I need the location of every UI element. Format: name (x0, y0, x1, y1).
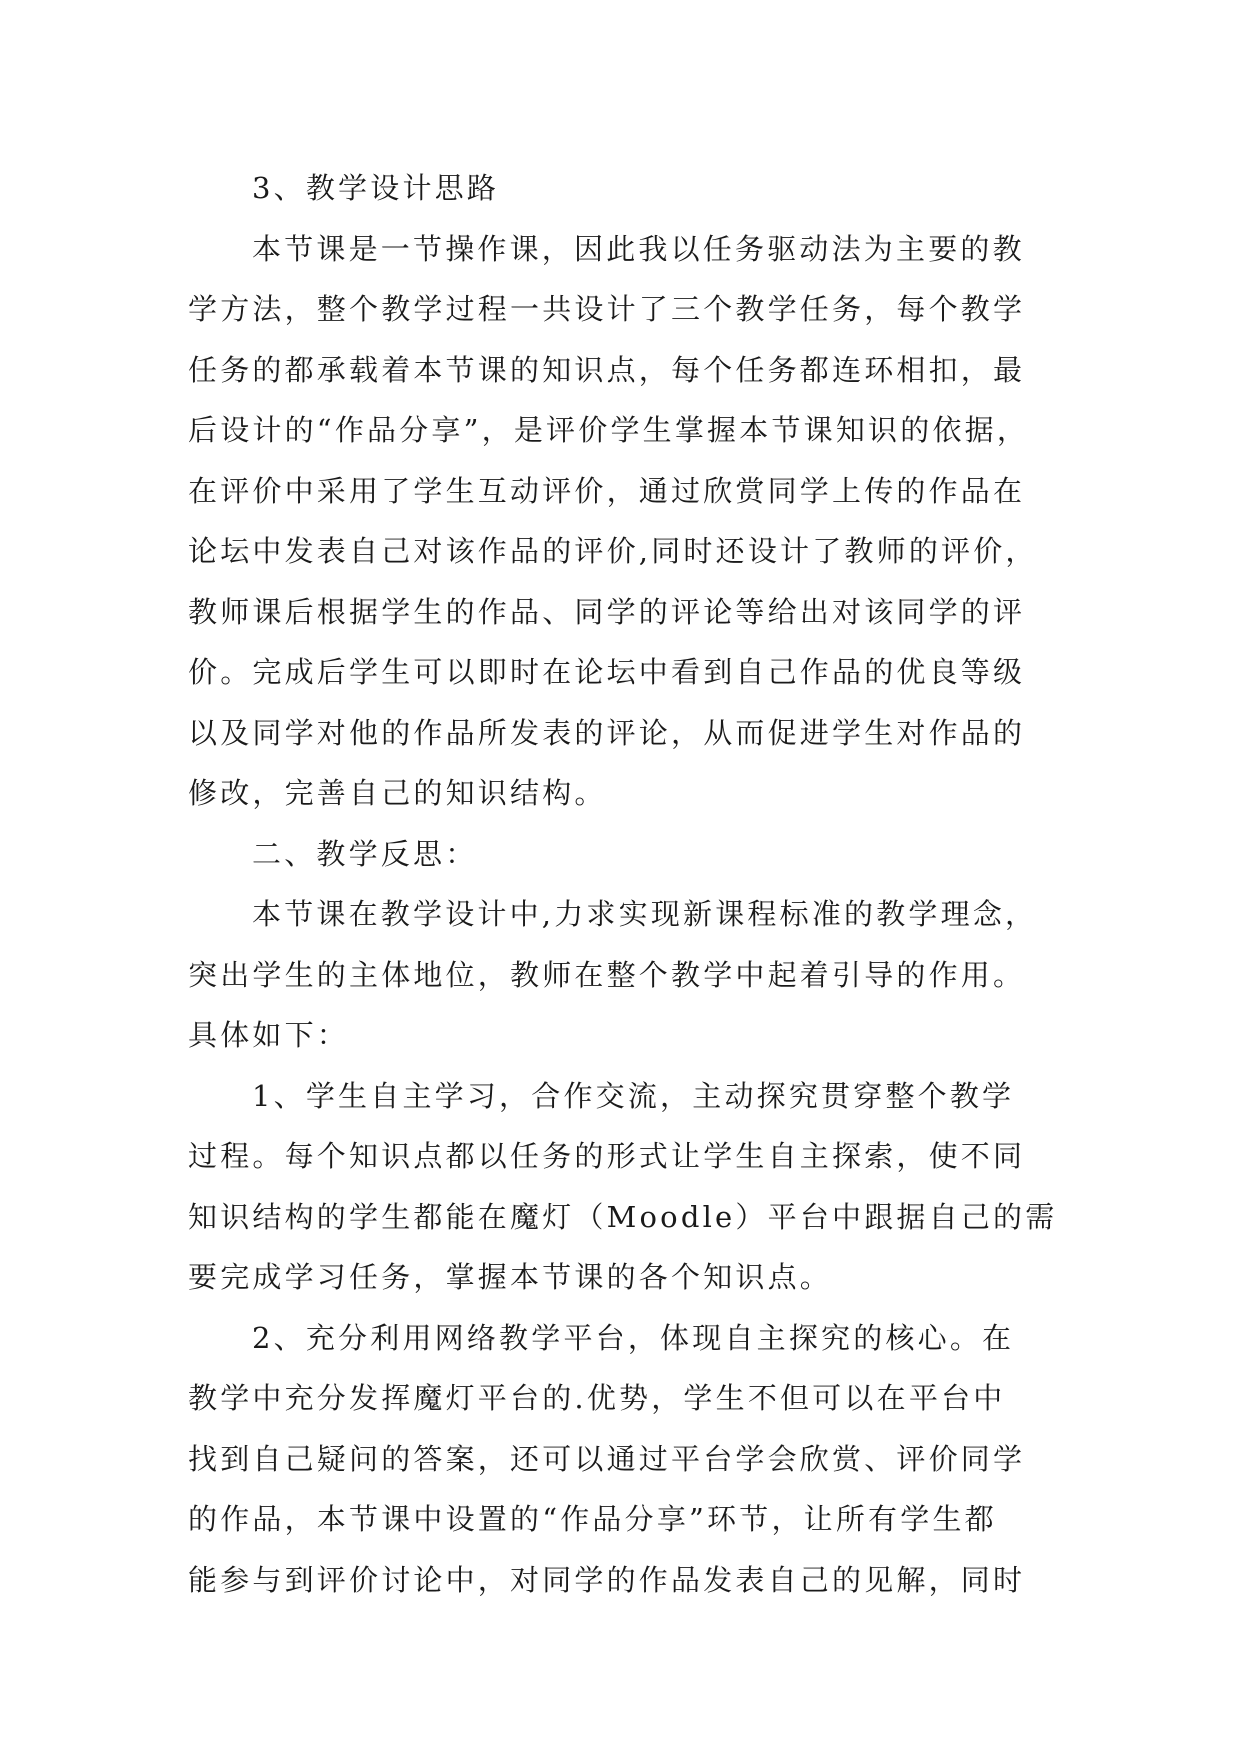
paragraph-line: 教师课后根据学生的作品、同学的评论等给出对该同学的评 (188, 594, 1026, 629)
paragraph-line: 教学中充分发挥魔灯平台的.优势，学生不但可以在平台中 (188, 1381, 1006, 1415)
paragraph-line: 找到自己疑问的答案，还可以通过平台学会欣赏、评价同学 (188, 1441, 1026, 1476)
paragraph-line: 任务的都承载着本节课的知识点，每个任务都连环相扣，最 (188, 352, 1026, 387)
paragraph-line: 突出学生的主体地位，教师在整个教学中起着引导的作用。 (188, 957, 1026, 992)
paragraph-line: 1、学生自主学习，合作交流，主动探究贯穿整个教学 (252, 1078, 1015, 1113)
document-body (188, 158, 1058, 1610)
heading-teaching-reflection: 二、教学反思： (252, 836, 478, 871)
paragraph-line: 学方法，整个教学过程一共设计了三个教学任务，每个教学 (188, 292, 1026, 326)
heading-design-approach: 3、教学设计思路 (252, 171, 500, 205)
paragraph-line: 知识结构的学生都能在魔灯（Moodle）平台中跟据自己的需 (188, 1199, 1058, 1234)
paragraph-line: 能参与到评价讨论中，对同学的作品发表自己的见解，同时 (188, 1562, 1026, 1597)
paragraph-line: 在评价中采用了学生互动评价，通过欣赏同学上传的作品在 (188, 473, 1026, 508)
paragraph-line: 的作品，本节课中设置的“作品分享”环节，让所有学生都 (188, 1502, 997, 1536)
paragraph-line: 过程。每个知识点都以任务的形式让学生自主探索，使不同 (188, 1139, 1026, 1173)
paragraph-line: 2、充分利用网络教学平台，体现自主探究的核心。在 (252, 1320, 1015, 1355)
paragraph-line: 后设计的“作品分享”，是评价学生掌握本节课知识的依据， (188, 413, 1030, 447)
paragraph-line: 以及同学对他的作品所发表的评论，从而促进学生对作品的 (188, 715, 1026, 750)
paragraph-line: 本节课在教学设计中,力求实现新课程标准的教学理念， (252, 897, 1038, 931)
paragraph-line: 要完成学习任务，掌握本节课的各个知识点。 (188, 1260, 833, 1294)
paragraph-line: 价。完成后学生可以即时在论坛中看到自己作品的优良等级 (188, 655, 1026, 689)
paragraph-line: 本节课是一节操作课，因此我以任务驱动法为主要的教 (252, 231, 1025, 266)
paragraph-line: 具体如下： (188, 1018, 350, 1052)
paragraph-line: 修改，完善自己的知识结构。 (188, 776, 607, 810)
paragraph-line: 论坛中发表自己对该作品的评价,同时还设计了教师的评价， (188, 534, 1038, 568)
